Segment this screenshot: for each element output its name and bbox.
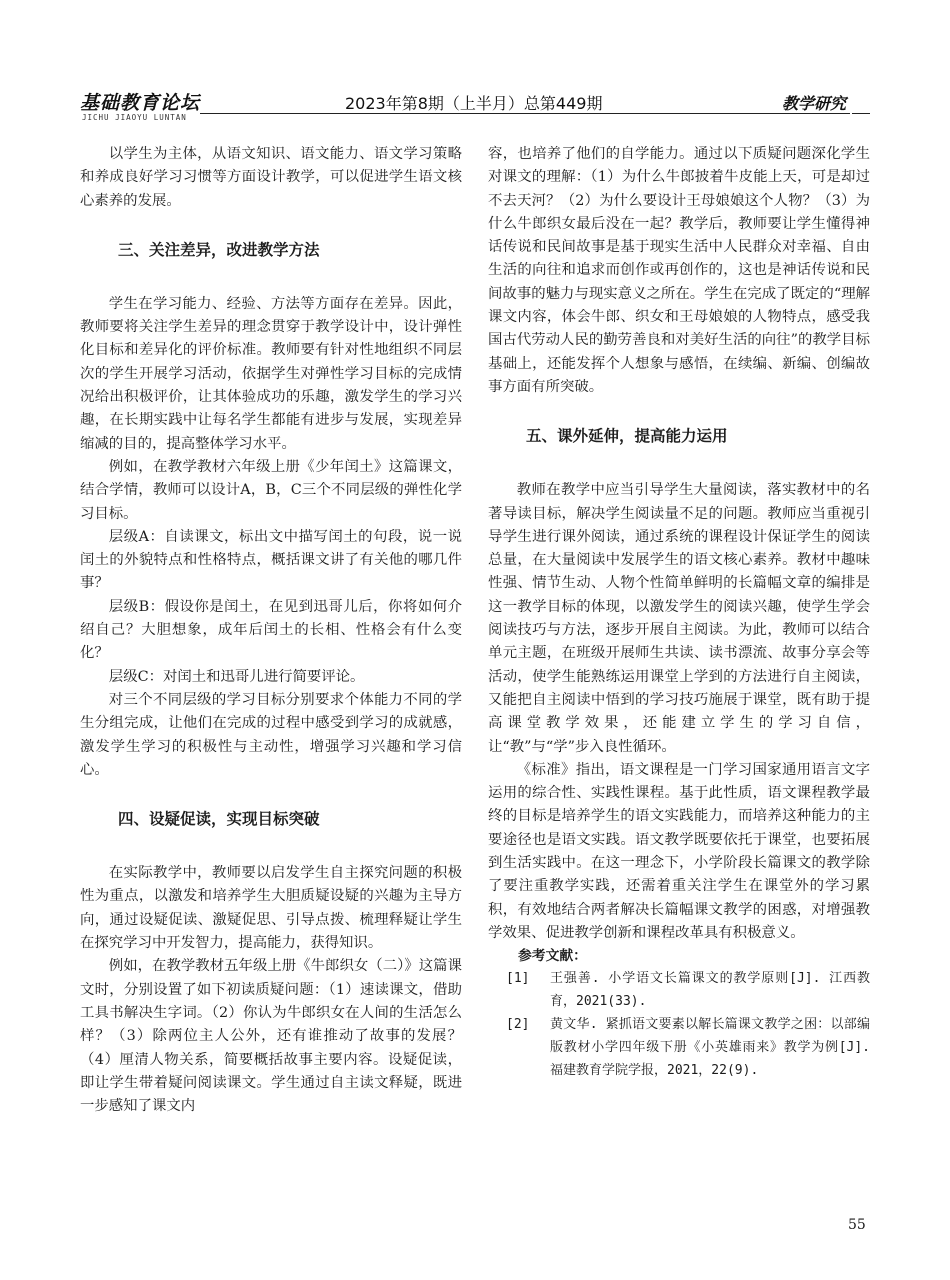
paragraph: 以学生为主体，从语文知识、语文能力、语文学习策略和养成良好学习习惯等方面设计教学，可以促进学生语文核心素养的发展。 (80, 146, 462, 209)
paragraph: 在实际教学中，教师要以启发学生自主探究问题的积极性为重点，以激发和培养学生大胆质疑设疑的兴趣为主导方向，通过设疑促读、激疑促思、引导点拨、梳理释疑让学生在探究学习中开发智力，提高能力，获得知识。 (80, 865, 462, 952)
paragraph: 学生在学习能力、经验、方法等方面存在差异。因此，教师要将关注学生差异的理念贯穿于教学设计中，设计弹性化目标和差异化的评价标准。教师要有针对性地组织不同层次的学生开展学习活动，依据学生对弹性学习目标的完成情况给出积极评价，让其体验成功的乐趣，激发学生的学习兴趣，在长期实践中让每名学生都能有进步与发展，实现差异缩减的目的，提高整体学习水平。 (80, 295, 462, 452)
paragraph: 层级C：对闰土和迅哥儿进行简要评论。 (108, 668, 365, 685)
section-heading: 四、设疑促读，实现目标突破 (118, 810, 320, 829)
page-header (80, 86, 870, 132)
section-heading: 三、关注差异，改进教学方法 (118, 240, 320, 259)
journal-logo: 基础教育论坛 (80, 92, 201, 114)
right-column (488, 143, 870, 1082)
left-column (80, 143, 462, 1118)
paragraph: 容，也培养了他们的自学能力。通过以下质疑问题深化学生对课文的理解：（1）为什么牛郎披着牛皮能上天，可是却过不去天河？（2）为什么要设计王母娘娘这个人物？（3）为什么牛郎织女最后没在一起？教学后，教师要让学生懂得神话传说和民间故事是基于现实生活中人民群众对幸福、自由生活的向往和追求而创作或再创作的，这也是神话传说和民间故事的魅力与现实意义之所在。学生在完成了既定的“理解课文内容，体会牛郎、织女和王母娘娘的人物特点，感受我国古代劳动人民的勤劳善良和对美好生活的向往”的教学目标基础上，还能发挥个人想象与感悟，在续编、新编、创编故事方面有所突破。 (488, 146, 870, 395)
header-rule-tail (852, 113, 870, 114)
paragraph: 教师在教学中应当引导学生大量阅读，落实教材中的名著导读目标，解决学生阅读量不足的问题。教师应当重视引导学生进行课外阅读，通过系统的课程设计保证学生的阅读总量，在大量阅读中发展学生的语文核心素养。教材中趣味性强、情节生动、人物个性简单鲜明的长篇幅文章的编排是这一教学目标的体现，以激发学生的阅读兴趣，使学生学会阅读技巧与方法，逐步开展自主阅读。为此，教师可以结合单元主题，在班级开展师生共读、读书漂流、故事分享会等活动，使学生能熟练运用课堂上学到的方法进行自主阅读，又能把自主阅读中悟到的学习技巧施展于课堂，既有助于提高课堂教学效果，还能建立学生的学习自信，让“教”与“学”步入良性循环。 (488, 482, 870, 755)
reference-text: 王强善. 小学语文长篇课文的教学原则[J]. 江西教育，2021(33). (550, 971, 870, 1010)
paragraph: 对三个不同层级的学习目标分别要求个体能力不同的学生分组完成，让他们在完成的过程中感受到学习的成就感，激发学生学习的积极性与主动性，增强学习兴趣和学习信心。 (80, 691, 462, 778)
reference-item (488, 967, 870, 1013)
reference-text: 黄文华. 紧抓语文要素以解长篇课文教学之困：以部编版教材小学四年级下册《小英雄雨来》教学为例[J]. 福建教育学院学报，2021，22(9). (550, 1017, 870, 1079)
paragraph: 例如，在教学教材六年级上册《少年闰土》这篇课文，结合学情，教师可以设计A，B，C三个不同层级的弹性化学习目标。 (80, 458, 462, 522)
paragraph: 《标准》指出，语文课程是一门学习国家通用语言文字运用的综合性、实践性课程。基于此性质，语文课程教学最终的目标是培养学生的语文实践能力，而培养这种能力的主要途径也是语文实践。语文教学既要依托于课堂，也要拓展到生活实践中。在这一理念下，小学阶段长篇课文的教学除了要注重教学实践，还需着重关注学生在课堂外的学习累积，有效地结合两者解决长篇幅课文教学的困惑，对增强教学效果、促进教学创新和课程改革具有积极意义。 (488, 761, 870, 941)
issue-info: 2023年第8期（上半月）总第449期 (345, 94, 603, 113)
section-heading: 五、课外延伸，提高能力运用 (526, 427, 728, 446)
journal-logo-pinyin: JICHU JIAOYU LUNTAN (82, 113, 187, 122)
reference-number: [1] (506, 971, 530, 987)
reference-item (488, 1013, 870, 1082)
page-number: 55 (848, 1217, 866, 1233)
section-label: 教学研究 (781, 94, 846, 113)
paragraph: 例如，在教学教材五年级上册《牛郎织女（二）》这篇课文时，分别设置了如下初读质疑问题：（1）速读课文，借助工具书解决生字词。（2）你认为牛郎织女在人间的生活怎么样？（3）除两位主人公外，还有谁推动了故事的发展？（4）厘清人物关系，简要概括故事主要内容。设疑促读，即让学生带着疑问阅读课文。学生通过自主读文释疑，既进一步感知了课文内 (80, 958, 462, 1115)
references-title: 参考文献： (518, 948, 587, 965)
reference-number: [2] (506, 1017, 530, 1033)
paragraph: 层级A：自读课文，标出文中描写闰土的句段，说一说闰土的外貌特点和性格特点，概括课文讲了有关他的哪几件事？ (80, 528, 462, 592)
paragraph: 层级B：假设你是闰土，在见到迅哥儿后，你将如何介绍自己？大胆想象，成年后闰土的长相、性格会有什么变化？ (80, 598, 462, 662)
